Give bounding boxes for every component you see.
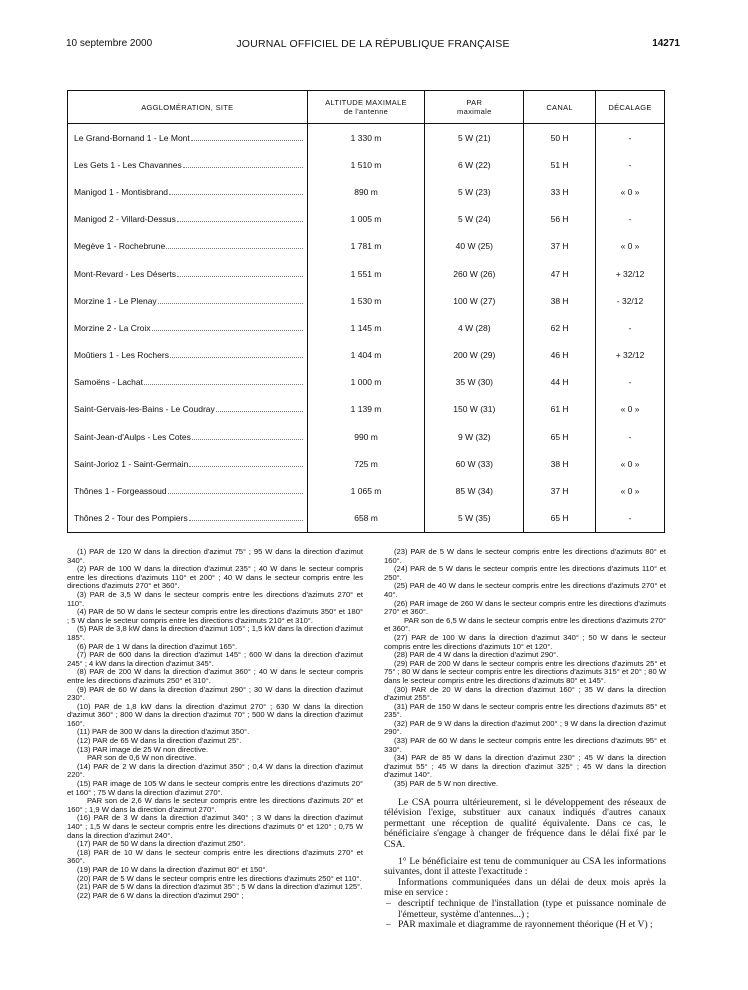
cell-par: 5 W (23) (425, 178, 524, 205)
right-column (384, 548, 666, 931)
col-header-altitude: ALTITUDE MAXIMALE de l'antenne (307, 91, 425, 124)
col-header-decalage: DÉCALAGE (596, 91, 665, 124)
paragraph: 1° Le bénéficiaire est tenu de communiquer au CSA les informations suivantes, dont il atteste l'exactitude : (384, 855, 666, 878)
cell-canal: 65 H (524, 423, 596, 450)
prose-text (384, 798, 666, 931)
page-header (66, 38, 680, 52)
list-item: – PAR maximale et diagramme de rayonnement théorique (H et V) ; (384, 920, 666, 931)
cell-par: 60 W (33) (425, 450, 524, 477)
cell-altitude: 1 330 m (307, 124, 425, 152)
table-row (68, 260, 665, 287)
footnote: (12) PAR de 65 W dans la direction d'azimut 25°. (77, 736, 242, 746)
footnote: (20) PAR de 5 W dans le secteur compris entre les directions d'azimuts 250° et 110°. (77, 873, 362, 883)
cell-site: Saint-Jean-d'Aulps - Les Cotes (68, 423, 308, 450)
cell-altitude: 658 m (307, 505, 425, 533)
cell-site: Manigod 1 - Montisbrand (68, 178, 308, 205)
footnote: (8) PAR de 200 W dans la direction d'azimut 360° ; 40 W dans le secteur compris entre les directions d'azimuts 250° et 310°. (67, 667, 363, 685)
cell-altitude: 1 000 m (307, 369, 425, 396)
footnote: PAR son de 6,5 W dans le secteur compris entre les directions d'azimuts 270° et 360°. (384, 615, 666, 634)
cell-decalage: « 0 » (596, 178, 665, 205)
cell-site: Samoëns - Lachat (68, 369, 308, 396)
cell-canal: 47 H (524, 260, 596, 287)
cell-decalage: - (596, 369, 665, 396)
footnote: (2) PAR de 100 W dans la direction d'azimut 235° ; 40 W dans le secteur compris entre les directions d'azimuts 110° et 200° ; 40 W dans le secteur compris entre les directions d'azimuts 270° et 360°. (67, 564, 363, 591)
cell-site: Morzine 1 - Le Plenay (68, 287, 308, 314)
footnote: (33) PAR de 60 W dans le secteur compris entre les directions d'azimuts 95° et 330°. (384, 736, 666, 754)
cell-par: 5 W (35) (425, 505, 524, 533)
table-row (68, 423, 665, 450)
table-row (68, 178, 665, 205)
cell-canal: 38 H (524, 287, 596, 314)
footnote: (18) PAR de 10 W dans le secteur compris entre les directions d'azimuts 270° et 360°. (67, 847, 363, 866)
cell-site: Thônes 1 - Forgeassoud (68, 477, 308, 504)
cell-par: 150 W (31) (425, 396, 524, 423)
cell-decalage: - 32/12 (596, 287, 665, 314)
cell-par: 4 W (28) (425, 314, 524, 341)
cell-site: Moûtiers 1 - Les Rochers (68, 342, 308, 369)
footnote: (3) PAR de 3,5 W dans le secteur compris entre les directions d'azimuts 270° et 110°. (67, 589, 363, 608)
footnote: PAR son de 2,6 W dans le secteur compris entre les directions d'azimuts 20° et 160° ; 1,9 W dans la direction d'azimut 270°. (67, 796, 363, 814)
frequency-table (67, 90, 665, 533)
page-number: 14271 (652, 38, 680, 49)
col-header-canal: CANAL (524, 91, 596, 124)
table-row (68, 287, 665, 314)
footnote: (30) PAR de 20 W dans la direction d'azimut 160° ; 35 W dans la direction d'azimut 255°. (384, 684, 666, 703)
footnote: (21) PAR de 5 W dans la direction d'azimut 35° ; 5 W dans la direction d'azimut 125°. (77, 882, 363, 892)
table-row (68, 477, 665, 504)
cell-decalage: « 0 » (596, 396, 665, 423)
footnote: (28) PAR de 4 W dans la direction d'azimut 290°. (394, 650, 559, 660)
table-row (68, 505, 665, 533)
cell-par: 5 W (21) (425, 124, 524, 152)
cell-site: Thônes 2 - Tour des Pompiers (68, 505, 308, 533)
cell-decalage: - (596, 206, 665, 233)
footnote: (31) PAR de 150 W dans le secteur compris entre les directions d'azimuts 85° et 235°. (384, 701, 666, 720)
cell-site: Manigod 2 - Villard-Dessus (68, 206, 308, 233)
table-row (68, 314, 665, 341)
footnote: (19) PAR de 10 W dans la direction d'azimut 80° et 150°. (77, 864, 268, 874)
table-row (68, 206, 665, 233)
cell-altitude: 725 m (307, 450, 425, 477)
footnote: (25) PAR de 40 W dans le secteur compris entre les directions d'azimuts 270° et 40°. (384, 581, 666, 599)
cell-altitude: 1 781 m (307, 233, 425, 260)
table-row (68, 342, 665, 369)
cell-canal: 62 H (524, 314, 596, 341)
cell-decalage: - (596, 505, 665, 533)
cell-site: Mont-Revard - Les Déserts (68, 260, 308, 287)
cell-par: 6 W (22) (425, 151, 524, 178)
cell-site: Megève 1 - Rochebrune (68, 233, 308, 260)
cell-canal: 65 H (524, 505, 596, 533)
cell-altitude: 1 065 m (307, 477, 425, 504)
footnote: (23) PAR de 5 W dans le secteur compris entre les directions d'azimuts 80° et 160°. (384, 547, 666, 565)
footnote: (6) PAR de 1 W dans la direction d'azimut 165°. (77, 641, 238, 651)
footnotes-left-column (67, 548, 363, 900)
footnote: (29) PAR de 200 W dans le secteur compris entre les directions d'azimuts 25° et 75° ; 80 W dans le secteur compris entre les directions d'azimuts 315° et 20° ; 80 W dans le secteur compris entre les directions d'azimuts 80° et 145°. (384, 658, 666, 685)
journal-title: JOURNAL OFFICIEL DE LA RÉPUBLIQUE FRANÇAISE (236, 38, 510, 50)
footnote: (26) PAR image de 260 W dans le secteur compris entre les directions d'azimuts 270° et 360°. (384, 598, 666, 617)
footnote: (10) PAR de 1,8 kW dans la direction d'azimut 270° ; 630 W dans la direction d'azimut 360° ; 800 W dans la direction d'azimut 70° ; 500 W dans la direction d'azimut 160°. (67, 701, 363, 728)
cell-decalage: « 0 » (596, 233, 665, 260)
footnote: (9) PAR de 60 W dans la direction d'azimut 290° ; 30 W dans la direction d'azimut 230°. (67, 684, 363, 703)
cell-altitude: 1 005 m (307, 206, 425, 233)
footnote: (17) PAR de 50 W dans la direction d'azimut 250°. (77, 839, 246, 849)
cell-canal: 37 H (524, 477, 596, 504)
cell-canal: 56 H (524, 206, 596, 233)
footnotes-right (384, 548, 666, 789)
cell-canal: 37 H (524, 233, 596, 260)
cell-par: 260 W (26) (425, 260, 524, 287)
issue-date: 10 septembre 2000 (66, 38, 153, 49)
footnote: (4) PAR de 50 W dans le secteur compris entre les directions d'azimuts 350° et 180° ; 5 W dans le secteur compris entre les directions d'azimuts 210° et 310°. (67, 607, 363, 625)
cell-canal: 44 H (524, 369, 596, 396)
col-header-par: PAR maximale (425, 91, 524, 124)
list-item: – descriptif technique de l'installation (type et puissance nominale de l'émetteur, système d'antennes...) ; (384, 899, 666, 920)
table-row (68, 151, 665, 178)
cell-altitude: 1 551 m (307, 260, 425, 287)
table-row (68, 450, 665, 477)
cell-site: Saint-Gervais-les-Bains - Le Coudray (68, 396, 308, 423)
col-header-site: AGGLOMÉRATION, SITE (68, 91, 308, 124)
cell-altitude: 1 510 m (307, 151, 425, 178)
footnote: (1) PAR de 120 W dans la direction d'azimut 75° ; 95 W dans la direction d'azimut 340°. (67, 547, 363, 565)
table-row (68, 396, 665, 423)
footnote: (14) PAR de 2 W dans la direction d'azimut 350° ; 0,4 W dans la direction d'azimut 220°. (67, 761, 363, 780)
footnote: (11) PAR de 300 W dans la direction d'azimut 350°. (77, 727, 250, 737)
cell-decalage: - (596, 314, 665, 341)
cell-canal: 46 H (524, 342, 596, 369)
cell-decalage: + 32/12 (596, 342, 665, 369)
paragraph: Informations communiquées dans un délai de deux mois après la mise en service : (384, 876, 666, 899)
footnote: (24) PAR de 5 W dans le secteur compris entre les directions d'azimuts 110° et 250°. (384, 564, 666, 582)
cell-canal: 50 H (524, 124, 596, 152)
footnote: (13) PAR image de 25 W non directive. (77, 744, 209, 754)
table-row (68, 124, 665, 152)
cell-decalage: « 0 » (596, 450, 665, 477)
cell-canal: 61 H (524, 396, 596, 423)
cell-par: 85 W (34) (425, 477, 524, 504)
cell-altitude: 990 m (307, 423, 425, 450)
footnote: (34) PAR de 85 W dans la direction d'azimut 230° ; 45 W dans la direction d'azimut 55° ; 45 W dans la direction d'azimut 325° ; 45 W dans la direction d'azimut 140°. (384, 753, 666, 780)
table-row (68, 233, 665, 260)
cell-canal: 33 H (524, 178, 596, 205)
table-header-row (68, 91, 665, 124)
cell-decalage: - (596, 151, 665, 178)
footnote: (16) PAR de 3 W dans la direction d'azimut 340° ; 3 W dans la direction d'azimut 140° ; 1,5 W dans le secteur compris entre les directions d'azimuts 0° et 120° ; 0,75 W dans la direction d'azimut 240°. (67, 813, 363, 840)
cell-decalage: + 32/12 (596, 260, 665, 287)
cell-site: Saint-Jorioz 1 - Saint-Germain (68, 450, 308, 477)
cell-canal: 38 H (524, 450, 596, 477)
footnote: (22) PAR de 6 W dans la direction d'azimut 290° ; (77, 890, 244, 900)
footnote: (7) PAR de 600 dans la direction d'azimut 145° ; 600 W dans la direction d'azimut 245° ; 4 kW dans la direction d'azimut 345°. (67, 650, 363, 668)
cell-altitude: 1 530 m (307, 287, 425, 314)
cell-altitude: 890 m (307, 178, 425, 205)
paragraph: Le CSA pourra ultérieurement, si le développement des réseaux de télévision l'exige, substituer aux canaux indiqués d'autres canaux permettant une réception de qualité équivalente. Dans ce cas, le bénéficiaire s'engage à changer de fréquence dans le délai fixé par le CSA. (384, 796, 666, 850)
footnote: (32) PAR de 9 W dans la direction d'azimut 200° ; 9 W dans la direction d'azimut 290°. (384, 718, 666, 737)
cell-canal: 51 H (524, 151, 596, 178)
footnote: (15) PAR image de 105 W dans le secteur compris entre les directions d'azimuts 20° et 160° ; 75 W dans la direction d'azimut 270°. (67, 779, 363, 797)
cell-par: 9 W (32) (425, 423, 524, 450)
footnote: (5) PAR de 3,8 kW dans la direction d'azimut 105° ; 1,5 kW dans la direction d'azimut 185°. (67, 624, 363, 642)
cell-decalage: « 0 » (596, 477, 665, 504)
cell-altitude: 1 404 m (307, 342, 425, 369)
cell-site: Les Gets 1 - Les Chavannes (68, 151, 308, 178)
cell-decalage: - (596, 423, 665, 450)
cell-site: Le Grand-Bornand 1 - Le Mont (68, 124, 308, 152)
cell-par: 200 W (29) (425, 342, 524, 369)
cell-par: 5 W (24) (425, 206, 524, 233)
footnote: (27) PAR de 100 W dans la direction d'azimut 340° ; 50 W dans le secteur compris entre les directions d'azimuts 10° et 120°. (384, 632, 666, 651)
cell-par: 40 W (25) (425, 233, 524, 260)
cell-altitude: 1 139 m (307, 396, 425, 423)
cell-site: Morzine 2 - La Croix (68, 314, 308, 341)
cell-decalage: - (596, 124, 665, 152)
footnote: (35) PAR de 5 W non directive. (394, 779, 499, 789)
cell-altitude: 1 145 m (307, 314, 425, 341)
table-row (68, 369, 665, 396)
cell-par: 100 W (27) (425, 287, 524, 314)
footnote: PAR son de 0,6 W non directive. (87, 753, 197, 763)
cell-par: 35 W (30) (425, 369, 524, 396)
